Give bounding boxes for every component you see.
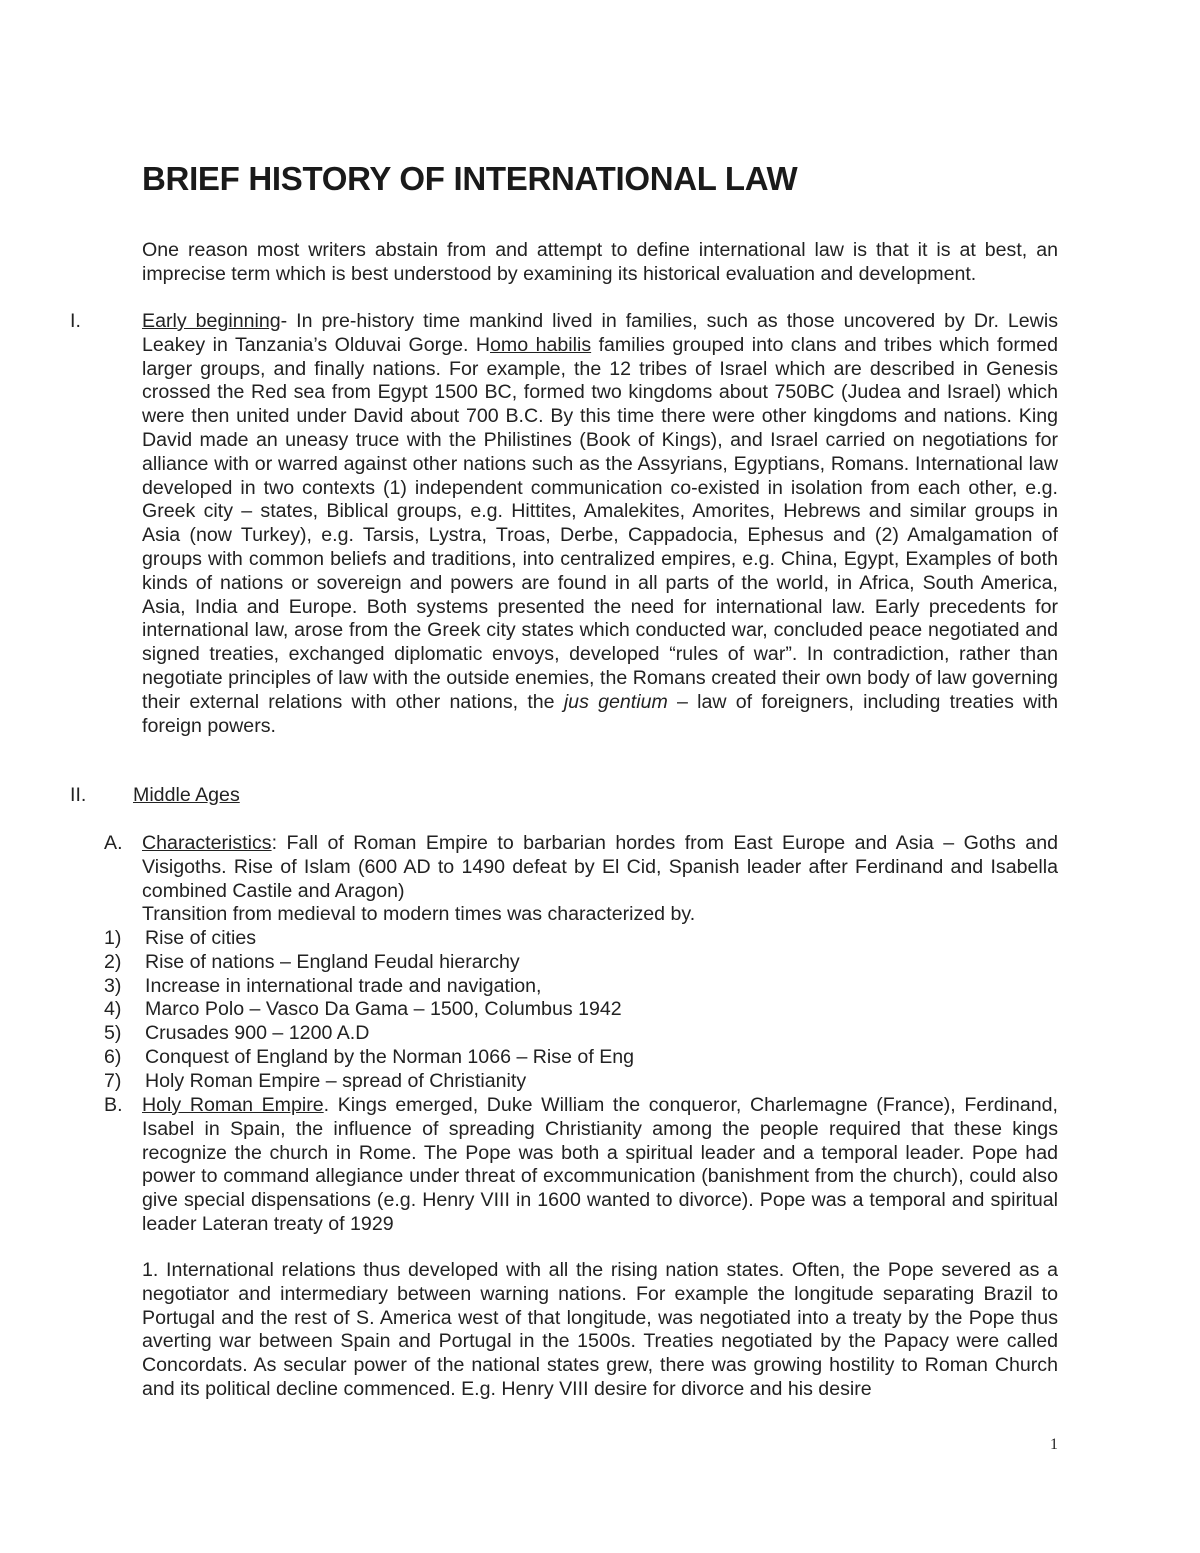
section1-text-c: – law of foreigners, including treaties with foreign powers.	[142, 690, 1059, 737]
list-item	[104, 998, 634, 1022]
list-item	[104, 1070, 634, 1094]
list-item-text: Rise of cities	[145, 927, 257, 949]
list-item-text: Marco Polo – Vasco Da Gama – 1500, Columbus 1942	[145, 998, 622, 1021]
list-item	[104, 927, 634, 951]
subsection-heading-characteristics: Characteristics	[142, 832, 272, 854]
list-item-text: Holy Roman Empire – spread of Christianity	[145, 1069, 527, 1092]
list-item-number: 2)	[104, 950, 122, 973]
subsection-letter-b: B.	[104, 1094, 123, 1116]
list-item-number: 3)	[104, 974, 122, 997]
section-early-beginning	[142, 310, 1058, 738]
section-heading-early-beginning: Early beginning	[142, 310, 281, 332]
characteristics-text: : Fall of Roman Empire to barbarian hordes from East Europe and Asia – Goths and Visigoths. Rise of Islam (600 AD to 1490 defeat by El Cid, Spanish leader after Ferdinand and Isabella combined Castile and Aragon)	[142, 832, 1058, 902]
section1-text-a: - In pre-history time mankind lived in families, such as those uncovered by Dr. Lewis Leakey in Tanzania’s Olduvai Gorge. H	[142, 310, 1058, 356]
list-item-number: 4)	[104, 998, 122, 1021]
list-item	[104, 951, 634, 975]
list-item-text: Rise of nations – England Feudal hierarchy	[145, 950, 520, 973]
page-number: 1	[1050, 1436, 1058, 1453]
international-relations-paragraph: 1. International relations thus developed with all the rising nation states. Often, the Pope severed as a negotiator and intermediary between warning nations. For example the longitude separating Brazil to Portugal and the rest of S. America west of that longitude, was negotiated into a treaty by the Pope thus averting war between Spain and Portugal in the 1500s. Treaties negotiated by the Papacy were called Concordats. As secular power of the national states grew, there was growing hostility to Roman Church and its political decline commenced. E.g. Henry VIII desire for divorce and his desire	[142, 1259, 1058, 1400]
list-item	[104, 1022, 634, 1046]
holy-roman-empire-text: . Kings emerged, Duke William the conqueror, Charlemagne (France), Ferdinand, Isabel in Spain, the influence of spreading Christianity among the people required that these kings recognize the church in Rome. The Pope was both a spiritual leader and a temporal leader. Pope had power to command allegiance under threat of excommunication (banishment from the church), could also give special dispensations (e.g. Henry VIII in 1600 wanted to divorce). Pope was a temporal and spiritual leader Lateran treaty of 1929	[142, 1094, 1058, 1235]
section-heading-middle-ages: Middle Ages	[133, 784, 240, 806]
list-item-number: 1)	[104, 927, 122, 949]
subsection-heading-holy-roman-empire: Holy Roman Empire	[142, 1094, 324, 1116]
subsection-letter-a: A.	[104, 832, 123, 854]
list-item-number: 6)	[104, 1045, 122, 1068]
transition-line: Transition from medieval to modern times was characterized by.	[142, 903, 696, 925]
section-number-1: I.	[70, 310, 81, 332]
subsection-holy-roman-empire	[142, 1094, 1058, 1237]
list-item-text: Conquest of England by the Norman 1066 – Rise of Eng	[145, 1045, 635, 1068]
list-item-text: Increase in international trade and navigation,	[145, 974, 542, 997]
subsection-characteristics	[142, 832, 1058, 903]
list-item	[104, 975, 634, 999]
list-item-text: Crusades 900 – 1200 A.D	[145, 1022, 370, 1045]
list-item-number: 5)	[104, 1022, 122, 1045]
document-title: BRIEF HISTORY OF INTERNATIONAL LAW	[142, 160, 798, 197]
list-item	[104, 1046, 634, 1070]
section1-text-b: families grouped into clans and tribes which formed larger groups, and finally nations. For example, the 12 tribes of Israel which are described in Genesis crossed the Red sea from Egypt 1500 BC, formed two kingdoms about 750BC (Judea and Israel) which were then united under David about 700 B.C. By this time there were other kingdoms and nations. King David made an uneasy truce with the Philistines (Book of Kings), and Israel carried on negotiations for alliance with or warred against other nations such as the Assyrians, Egyptians, Romans. International law developed in two contexts (1) independent communication co-existed in isolation from each other, e.g. Greek city – states, Biblical groups, e.g. Hittites, Amalekites, Amorites, Hebrews and similar groups in Asia (now Turkey), e.g. Tarsis, Lystra, Troas, Derbe, Cappadocia, Ephesus and (2) Amalgamation of groups with common beliefs and traditions, into centralized empires, e.g. China, Egypt, Examples of both kinds of nations or sovereign and powers are found in all parts of the world, in Africa, South America, Asia, India and Europe. Both systems presented the need for international law. Early precedents for international law, arose from the Greek city states which conducted war, concluded peace negotiated and signed treaties, exchanged diplomatic envoys, developed “rules of war”. In contradiction, rather than negotiate principles of law with the outside enemies, the Romans created their own body of law governing their external relations with other nations, the	[142, 333, 1059, 713]
intro-paragraph: One reason most writers abstain from and attempt to define international law is that it is at best, an imprecise term which is best understood by examining its historical evaluation and development.	[142, 239, 1058, 285]
list-item-number: 7)	[104, 1069, 122, 1092]
jus-gentium-term: jus gentium	[563, 690, 668, 713]
characteristics-list	[104, 927, 634, 1094]
homo-habilis-term: omo habilis	[490, 333, 592, 356]
section-number-2: II.	[70, 784, 87, 806]
